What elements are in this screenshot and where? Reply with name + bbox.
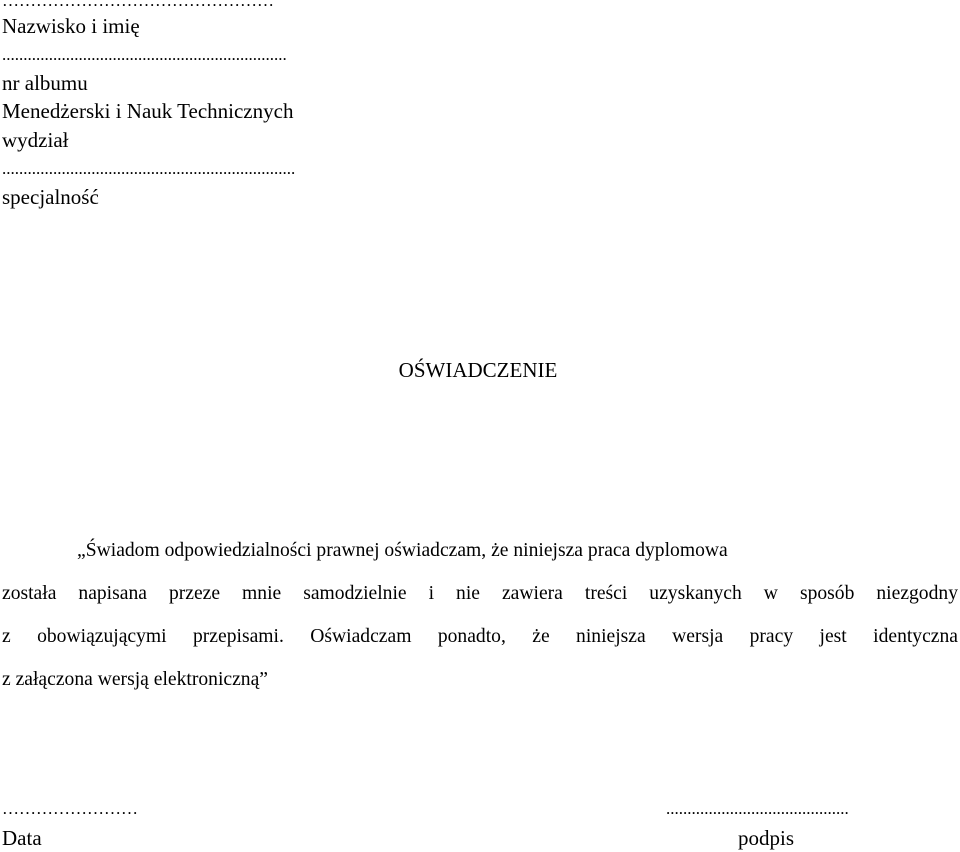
album-dotted-line: ................................................................... (2, 45, 287, 64)
signature-dotted-line: ........................................... (666, 799, 849, 818)
specialty-label: specjalność (2, 185, 99, 209)
statement-paragraph (2, 538, 958, 710)
statement-line-1: „Świadom odpowiedzialności prawnej oświadczam, że niniejsza praca dyplomowa (77, 540, 728, 561)
date-label: Data (2, 826, 42, 850)
faculty-label: wydział (2, 128, 69, 152)
signature-label: podpis (738, 826, 795, 850)
album-label: nr albumu (2, 71, 88, 95)
specialty-dotted-line: ..................................................................... (2, 159, 296, 178)
name-label: Nazwisko i imię (2, 14, 140, 38)
date-dotted-line: …………………… (2, 799, 138, 818)
statement-line-4: z załączona wersją elektroniczną” (2, 669, 268, 690)
statement-line-3: z obowiązującymi przepisami. Oświadczam ponadto, że niniejsza wersja pracy jest identyczna (2, 626, 958, 647)
statement-line-2: została napisana przeze mnie samodzielnie i nie zawiera treści uzyskanych w sposób niezgodny (2, 583, 958, 604)
document-title: OŚWIADCZENIE (398, 358, 558, 382)
faculty-value: Menedżerski i Nauk Technicznych (2, 99, 294, 123)
name-dotted-line: ………………………………………… (2, 0, 274, 10)
